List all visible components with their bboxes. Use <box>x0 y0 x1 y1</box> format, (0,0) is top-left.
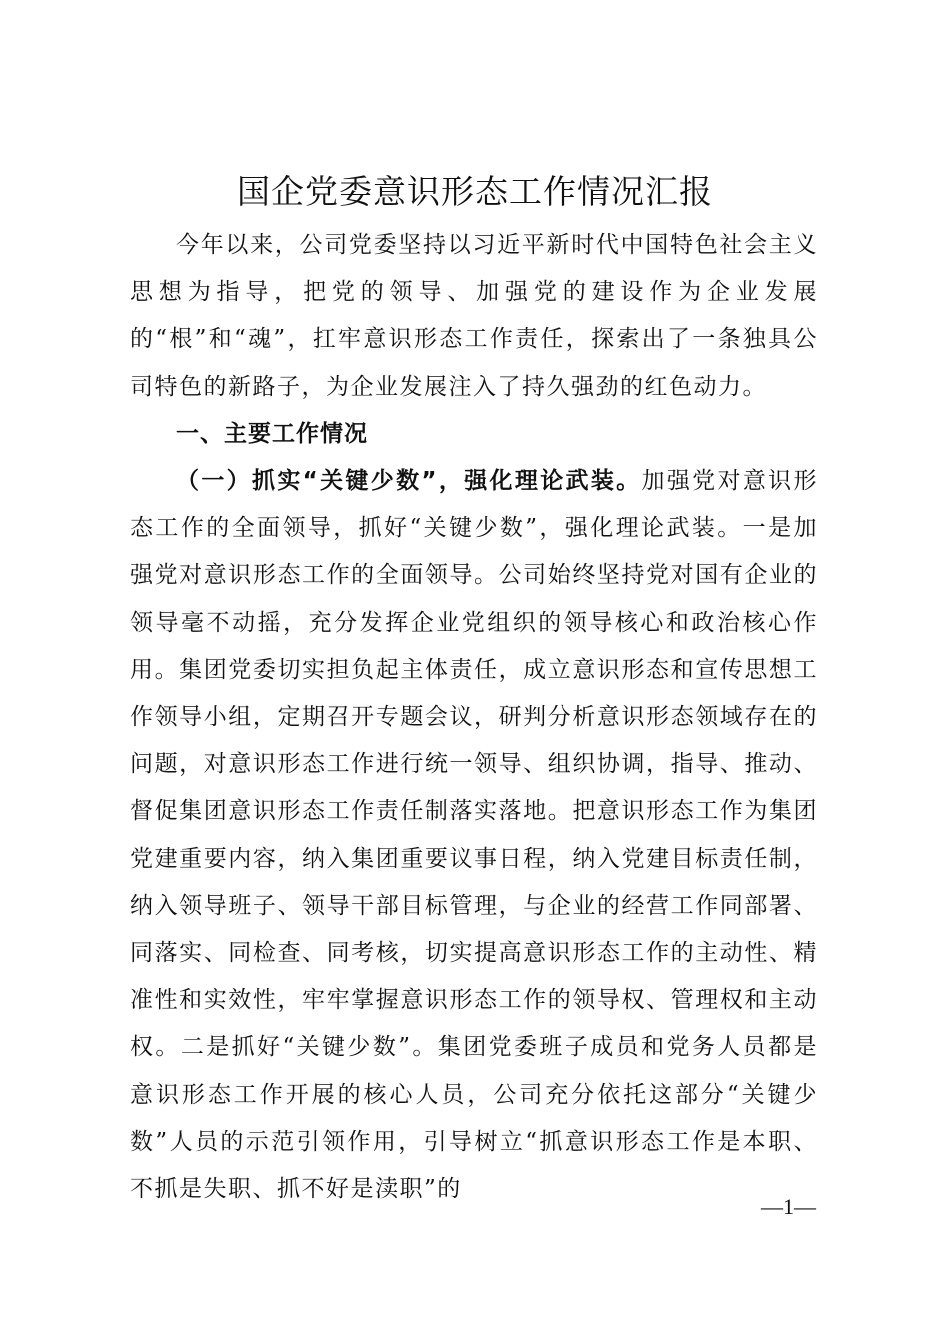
subsection-paragraph <box>130 458 818 1213</box>
document-title: 国企党委意识形态工作情况汇报 <box>237 172 713 211</box>
document-body <box>130 222 818 1213</box>
subsection-body: 加强党对意识形态工作的全面领导，抓好“关键少数”，强化理论武装。一是加强党对意识形态工作的全面领导。公司始终坚持党对国有企业的领导毫不动摇，充分发挥企业党组织的领导核心和政治核心作用。集团党委切实担负起主体责任，成立意识形态和宣传思想工作领导小组，定期召开专题会议，研判分析意识形态领域存在的问题，对意识形态工作进行统一领导、组织协调，指导、推动、督促集团意识形态工作责任制落实落地。把意识形态工作为集团党建重要内容，纳入集团重要议事日程，纳入党建目标责任制，纳入领导班子、领导干部目标管理，与企业的经营工作同部署、同落实、同检查、同考核，切实提高意识形态工作的主动性、精准性和实效性，牢牢掌握意识形态工作的领导权、管理权和主动权。二是抓好“关键少数”。集团党委班子成员和党务人员都是意识形态工作开展的核心人员，公司充分依托这部分“关键少数”人员的示范引领作用，引导树立“抓意识形态工作是本职、不抓是失职、抓不好是渎职”的 <box>130 468 818 1203</box>
subsection-heading: （一）抓实“关键少数”，强化理论武装。 <box>176 468 642 495</box>
section-heading: 一、主要工作情况 <box>176 420 368 447</box>
page-number: —1— <box>761 1194 816 1219</box>
intro-paragraph: 今年以来，公司党委坚持以习近平新时代中国特色社会主义思想为指导，把党的领导、加强党的建设作为企业发展的“根”和“魂”，扛牢意识形态工作责任，探索出了一条独具公司特色的新路子，为企业发展注入了持久强劲的红色动力。 <box>130 232 818 400</box>
